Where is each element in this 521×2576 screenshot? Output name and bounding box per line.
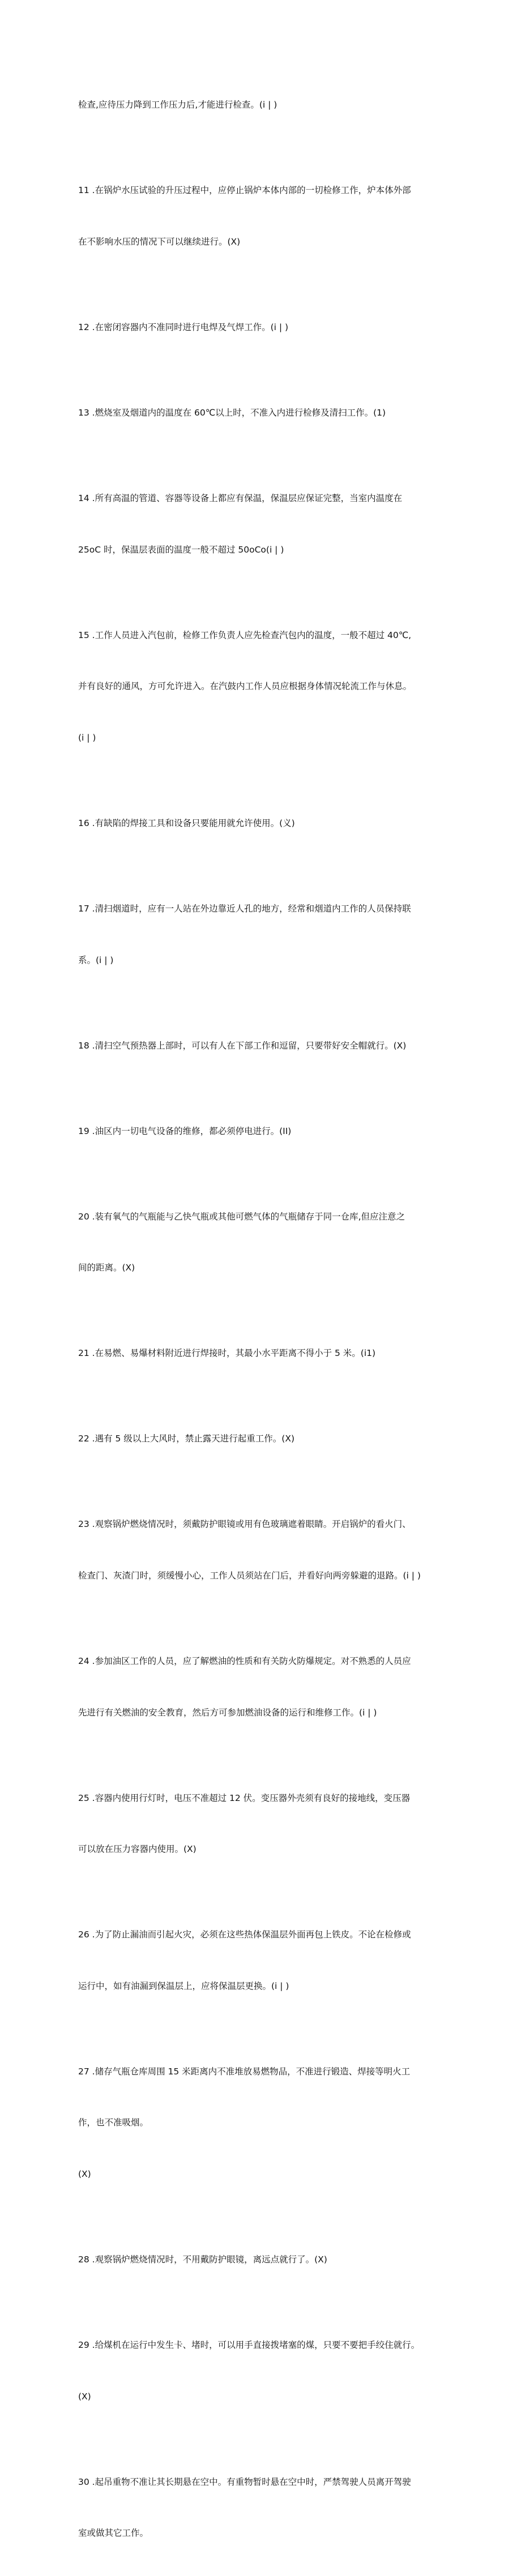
text-line: 13 .燃烧室及烟道内的温度在 60℃以上时，不准入内进行检修及清扫工作。(1) <box>78 408 386 418</box>
text-line: 21 .在易燃、易爆材料附近进行焊接时，其最小水平距离不得小于 5 米。(i1) <box>78 1348 376 1359</box>
text-line: 11 .在锅炉水压试验的升压过程中，应停止锅炉本体内部的一切检修工作，炉本体外部 <box>78 185 411 196</box>
text-line: 25 .容器内使用行灯时，电压不准超过 12 伏。变压器外壳须有良好的接地线，变压器 <box>78 1792 411 1803</box>
text-line: 系。(i | ) <box>78 955 114 965</box>
text-line: (X) <box>78 2168 91 2179</box>
text-line: 29 .给煤机在运行中发生卡、堵时，可以用手直接拨堵塞的煤，只要不要把手绞住就行。 <box>78 2340 420 2351</box>
paragraph-29 <box>78 2303 446 2440</box>
text-line: 检查,应待压力降到工作压力后,才能进行检查。(i | ) <box>78 100 277 110</box>
text-line: 先进行有关燃油的安全教育，然后方可参加燃油设备的运行和维修工作。(i | ) <box>78 1707 377 1718</box>
text-line: 12 .在密闭容器内不准同时进行电焊及气焊工作。(i | ) <box>78 322 289 333</box>
text-line: 室或做其它工作。 <box>78 2528 149 2539</box>
paragraph-15 <box>78 592 446 780</box>
paragraph-24 <box>78 1618 446 1755</box>
paragraph-23 <box>78 1482 446 1619</box>
text-line: 20 .装有氧气的气瓶能与乙快气瓶或其他可燃气体的气瓶储存于同一仓库,但应注意之 <box>78 1211 405 1222</box>
paragraph-28 <box>78 2217 446 2303</box>
text-line: 在不影响水压的情况下可以继续进行。(X) <box>78 237 241 247</box>
paragraph-11 <box>78 148 446 285</box>
text-line: 24 .参加油区工作的人员，应了解燃油的性质和有关防火防爆规定。对不熟悉的人员应 <box>78 1655 411 1666</box>
paragraph-19 <box>78 1088 446 1174</box>
text-line: 14 .所有高温的管道、容器等设备上都应有保温，保温层应保证完整，当室内温度在 <box>78 493 403 504</box>
text-line: 15 .工作人员进入汽包前，检修工作负责人应先检查汽包内的温度，一般不超过 40℃, <box>78 630 412 640</box>
paragraph-18 <box>78 1003 446 1088</box>
paragraph-10 <box>78 62 446 148</box>
document-body <box>78 62 446 2576</box>
paragraph-16 <box>78 781 446 866</box>
text-line: 23 .观察锅炉燃烧情况时，须戴防护眼镜或用有色玻璃遮着眼睛。开启锅炉的看火门、 <box>78 1519 411 1530</box>
text-line: 27 .储存气瓶仓库周围 15 米距离内不准堆放易燃物品，不准进行锻造、焊接等明火工 <box>78 2066 411 2077</box>
text-line: (X) <box>78 2391 91 2402</box>
text-line: 并有良好的通风，方可允许进入。在汽鼓内工作人员应根据身体情况轮流工作与休息。 <box>78 681 412 692</box>
paragraph-12 <box>78 285 446 370</box>
paragraph-21 <box>78 1311 446 1396</box>
text-line: 作，也不准吸烟。 <box>78 2117 149 2128</box>
text-line: 22 .遇有 5 级以上大风时，禁止露天进行起重工作。(X) <box>78 1434 295 1444</box>
text-line: 26 .为了防止漏油而引起火灾，必须在这些热体保温层外面再包上铁皮。不论在检修或 <box>78 1929 411 1940</box>
text-line: 16 .有缺陷的焊接工具和设备只要能用就允许使用。(义) <box>78 818 295 828</box>
paragraph-22 <box>78 1396 446 1482</box>
paragraph-26 <box>78 1892 446 2029</box>
text-line: 18 .清扫空气预热器上部时，可以有人在下部工作和逗留，只要带好安全帽就行。(X) <box>78 1040 407 1051</box>
text-line: 可以放在压力容器内使用。(X) <box>78 1844 197 1855</box>
text-line: 间的距离。(X) <box>78 1263 135 1273</box>
paragraph-20 <box>78 1174 446 1311</box>
paragraph-13 <box>78 370 446 456</box>
paragraph-30 <box>78 2439 446 2576</box>
paragraph-17 <box>78 866 446 1003</box>
text-line: 28 .观察锅炉燃烧情况时，不用戴防护眼镜，离远点就行了。(X) <box>78 2254 327 2265</box>
text-line: (i | ) <box>78 732 96 743</box>
text-line: 17 .清扫烟道时，应有一人站在外边靠近人孔的地方，经常和烟道内工作的人员保持联 <box>78 903 411 914</box>
paragraph-14 <box>78 456 446 593</box>
text-line: 25oC 时，保温层表面的温度一般不超过 50oCo(i | ) <box>78 544 284 555</box>
text-line: 19 .油区内一切电气设备的维修，都必须停电进行。(II) <box>78 1126 292 1136</box>
text-line: 运行中，如有油漏到保温层上，应将保温层更换。(i | ) <box>78 1980 289 1991</box>
paragraph-27 <box>78 2029 446 2216</box>
text-line: 30 .起吊重物不准让其长期悬在空中。有重物暂时悬在空中时，严禁驾驶人员离开驾驶 <box>78 2476 411 2487</box>
text-line: 检查门、灰渣门时，须缓慢小心，工作人员须站在门后，并看好向两旁躲避的退路。(i | ) <box>78 1570 421 1581</box>
paragraph-25 <box>78 1755 446 1892</box>
